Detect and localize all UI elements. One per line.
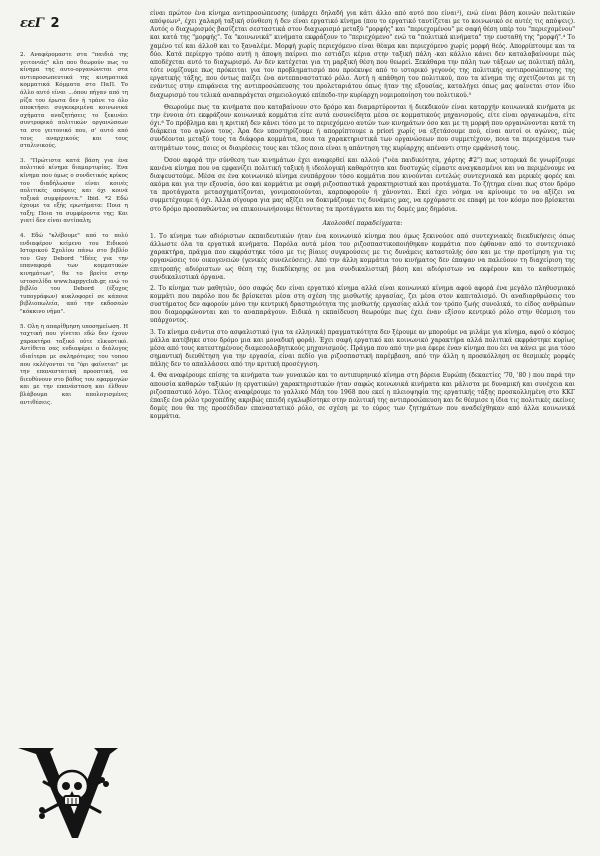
publication-logo: εεΓ xyxy=(20,16,44,31)
footnote-3: 3. "Πρώτιστα κατά βάση για ένα πολιτικό κίνημα διαμαρτυρίας. Ένα κίνημα που όμως ο συνδετικός κρίκος του διαδήλωσαν είναι κοινές πολιτικές απόψεις και όχι κοινά ταξικά συμφέροντα." Ibid. *2 Εδώ έχουμε τα εξής ερωτήματα: Ποια η ταξη; Ποια τα συμφέροντα της; Και γιατί δεν είναι αντίπαλη; xyxy=(20,157,128,225)
page-number: 2 xyxy=(50,16,60,31)
page-header xyxy=(20,16,60,36)
footnote-4: 4. Εδώ "κλέβουμε" από το πολύ ενδιαφέρον κείμενο του Ειδικού Ιστορικού Σχολίου πάνω στο βιβλίο του Guy Debord "Ιδέες για την επαναφορά των κομματικών κινημάτων", θα το βρείτε στην ιστοσελίδα www.happyclub.gr, ενώ το βιβλίο του Debord (έξοχος τυπογράφων) κυκλοφορεί σε κάποια βιβλιοπωλεία, από την εκδοσεών "κόκκινο νήμα". xyxy=(20,233,128,315)
body-paragraph: Όσον αφορά την σύνθεση των κινημάτων έχει αναφερθεί και αλλού ("νέα παιδικότητα, χάρτης #2") πως ιστορικά δε γνωρίζουμε κανένα κίνημα που να εμφανίζει πολιτική ταξική ή ιδεολογική καθαρότητα και δυστυχώς είμαστε αναγκασμένοι και να περιμένουμε να διαψευστούμε. Μέσα σε ένα κοινωνικό κίνημα ενυπάρχουν τόσο κομμάτια που κινούνται εντελώς συντεχνιακά και μερικές φορές και ακόμα και για την εξουσία, όσο και κομμάτια με σαφή ριζοσπαστικά χαρακτηριστικά και προτάγματα. Το ζήτημα είναι πως στον δρόμο τα προτάγματα μετασχηματίζονται, γονιμοποιούνται, καρποφορούν ή χάνονται. Εκεί έχει νόημα να κρίνουμε το να αξίζει να συμμετέχουμε ή όχι. Άλλα σίγουρα για μας αξίζει να δοκιμάζουμε τις δυνάμεις μας, να ερχόμαστε σε επαφή με τον κόσμο που βρίσκεται στο δρόμο προσπαθώντας να επικοινωνήσουμε θέτοντας τα προτάγματα και τις δομές μας δημόσια. xyxy=(150,156,575,213)
example-item-3: 3. Το κίνημα ενάντια στο ασφαλιστικό (για τα ελληνικά) πραγματικότητα δεν ξέρουμε αν μπορούμε να μιλάμε για κίνημα, αφού ο κόσμος μάλλα κατέβηκε στον δρόμο μια και μοναδική φορά). Έχει σαφή εργατικό και κοινωνικό χαρακτήρα αλλά πολιτικά εκφράστηκε κυρίως μέσα από τους κατεστημένους διαμεσολαβητικούς μηχανισμούς. Πράγμα που από την μια έφερε έναν κίνημα που έει να κάνει με μια τόσο σημαντική διευθέτηση για την εργασία, είναι πεδίο για ριζοσπαστική παρέμβαση, από την άλλη η προσκόλληση σε θεσμικές μορφές πάλης δεν το απαλλάσσει από την κριτική προσέγγιση. xyxy=(150,328,575,369)
footnote-5: 5. Ολη η απαρίθμηση υποσημείωση. Η ταχτική που γίνεται εδώ δεν έχουν χαρακτήρα ταξικό ούτε ελκυστικό. Αντίθετα σας ενδιαφέρει ο διάλογος ιδιαίτερα με σκληρότερες του τοπου που εκλέγονται τα "όρι φαίνεται" με την επαναστατική προοπτική, να διευθύνουν στο βάθος του εφαρμογών και με την επανάσταση και έλθουν βλάβουμα και απολογισμένες αντιθέσεις. xyxy=(20,323,128,406)
body-paragraph: είναι πρώτον ένα κίνημα αντιπροσώπευσης (υπάρχει δηλαδή για κάτι άλλο από αυτό που είναι²), ενώ είναι βάση κοινών πολιτικών απόψεων³, έχει χαλαρή ταξική σύνθεση ή δεν είναι εργατικό κίνημα (που το εργατικό ταυτίζεται με το κοινωνικό σε αυτές τις απόψεις). Αυτός ο διαχωρισμός βασίζεται σεσταστικά στον διαχωρισμό μεταξύ "μορφής" και "περιεχομένου" με σαφή θέση υπέρ του "περιεχομένου" και κατά της "μορφής". Τα "κοινωνικά" κινήματα εκφράζουν το "περιεχόμενο" ενώ τα "πολιτικά κινήματα" την ευσταθή της "μορφή".⁴ Το χαμένο τεί και άλλοθ και το ξαναλέμε. Μορφή χωρίς περιεχόμενο είναι θέαμα και περιεχόμενο χωρίς μορφή θεός. Απορρίπτουμε και τα δύο. Κατά περίεργο τρόπο αυτή η άποψη παίρνει πιο εστιάζει κέρια στην ταξική πάλη -και κάλλιο κάνει δεν καταλαβαίνουμε πώς αποδέχεται αυτό το διαχωρισμό. Αν δεν κατέχεται για τη μαρξική θέση που θεωρεί. Ξεκάθαρα την πάλη των τάξεων ως πολιτική πάλη, τότε νομίζουμε πως πρόκειται για τον προβληματισμό που προέκυψε από το ιστορικό γεγονός της πολιτικής αντιπροσώπευσης της εργατικής τάξης, που όντως παίζει ένα αντεπαναστατικό ρόλο. Αυτή η απάθηση του πολιτικού, που τα κίνημα της σχετίζονται με τη ενάντιες στην επιφάνεια της αντιπροσώπευσης του προλεταριάτου όπως ήταν της εξουσίας, καταλήγει όπως μας φαίνεται στον ίδιο διαχωρισμό του τελικά αναπαράγεται σημειολογικό επίπεδο-την κυρίαρχη νομιμοποίηση του πολιτικού.⁵ xyxy=(150,10,575,99)
sidebar-footnotes xyxy=(20,52,128,414)
examples-subheading: Ακολουθεί παραδείγματα: xyxy=(322,219,403,227)
body-paragraph: Θεωρούμε πως τα κινήματα που καταβαίνουν στο δρόμο και διαμαρτύρονται ή διεκδικούν είναι καταρχήν κοινωνικά κινήματα με την έννοια ότι εκφράζουν κοινωνικά κομμάτια είτε αυτά ενσυνείδητα μέσα σε κομματικούς μηχανισμούς, είτε είναι οργανωμένα, είτε όχι.⁶ Το πρόβλημα και η κριτική δεν κάνει τόσο με το περιεχόμενο αυτών των κινημάτων όσο και με τη μορφή που οργανώνονται κατά τη διάρκεια του αγώνα τους. Άρα δεν υποστηρίζουμε ή απορρίπτουμε a priori χωρίς να εξετάσουμε πού, είναι αυτοί οι αγώνες, πώς συνδέονται μεταξύ τους τα διάφορα κομμάτια, ποια τα χαρακτηριστικά των οργανώσεων που συμμετέχουν, ποια τα περιεχόμενα των αιτημάτων τους, ποιες οι διαιρέσεις τους και τέλος ποια είναι η απάντηση της κυρίαρχης απέναντι στην εμφάνισή τους. xyxy=(150,103,575,152)
example-item-4: 4. Θα αναφέρουμε επίσης τα κινήματα των γυναικών και το αντιπυρηνικό κίνημα στη βόρεια Ευρώπη (δεκαετίες '70, '80 ) που παρά την απουσία καθαρών ταξικών (η εργατικών) χαρακτηριστικών ήταν σαφώς κοινωνικά κινήματα και μάλιστα με δυναμική και συνέχεια και ριζοσπαστικό λόγο. Τέλος αναφέρουμε το γαλλικό Μάη του 1968 που εκεί η πλειοψηφία της εργατικής τάξης προσκολλημένη στο ΚΚΓ έπαιξε ένα ρόλο τροχοπέδης ακριβώς επειδή εγκλωβίστηκε στην πολιτική της αντιπροσώπευση και δε θέσμισε η ίδια τις πολιτικές εκείνες δομές που θα της προσέδιδαν επαναστατικό ρόλο, σε σχέση με το εύρος των ζητημάτων που αναδείχθηκαν από άλλα κοινωνικά κομμάτια. xyxy=(150,372,575,421)
skull-v-emblem-icon xyxy=(14,742,140,842)
main-article-column xyxy=(150,10,575,424)
footnote-2: 2. Αναφέρομαστε στα "παιδιά της γειτονιάς" κλπ που θεωρούν πως το κίνημα της αυτο-οργανώνεται στα αντιπροσωπευτικά της κινηματικά κομματικά Κόμματα στο ΠαΠ. Το άλλο αυτό είναι ...όπου πήγαν από τη ρίζα του έρωτα δεν ή τράνε το όλο αποκτήσει συγκεκριμένα κοινωνικά σχήματα αναζητήσεις το ξεκινάει συντροφικό πολιτικών οργανώσεων τα στο γειτονικό που, σ' αυτό από τους αναρχικούς και τους σταλινικούς. xyxy=(20,52,128,150)
example-item-1: 1. Το κίνημα των αδιόριστων εκπαιδευτικών ήταν ένα κοινωνικό κίνημα που όμως ξεκινούσε από συντεχνιακές διεκδικήσεις όπως άλλωστε όλα τα εργατικά κινήματα. Παρόλα αυτά μέσα του ριζοσπαστικοποιήθηκαν κομμάτια που έφθαναν από το συντεχνιακό χαρακτήρα, πράγμα που εκφράστηκε τόσο με τις βίαιες συγκρούσεις με τις δυνάμεις καταστολής όσο και με την προτίμηση για τις οργανώσεις τον οικογενειών (γενικές συνελεύσεις). Από την άλλη κομμάτια του κινήματος δεν έπαψαν να παλεύουν τη διαχείριση της επιτροπής αδιόριστων ως θέση της διεκδίκησης σε μια συνδικαλιστική βάση και αδιόριστων να εκφέρουν και το καθεστηκός συνδικαλιστικά όργανα. xyxy=(150,232,575,281)
example-item-2: 2. Το κίνημα των μαθητών, όσο σαφώς δεν είναι εργατικό κίνημα αλλά είναι κοινωνικό κίνημα αφού αφορά ένα μεγάλο πληθυσμιακό κομμάτι που παρόλο που δε βρίσκεται μέσα στη σχέση της μισθωτής εργασίας, ζει μέσα στον καπιταλισμό. Οι αναδιαρθρώσεις του συστήματος δεν αφορούν μόνο την κεντρική δραστηριότητα της μισθωτής εργασίας αλλά τον τρόπο ζωής συνολικά, το είδος ανθρώπων που διαμορφώνονται και το αναπαράγουν. Ειδικά η εκπαίδευση θεωρούμε πως έχει έναν εξίσου κεντρικό ρόλο στην θέσμιση του υπάρχοντος. xyxy=(150,284,575,325)
